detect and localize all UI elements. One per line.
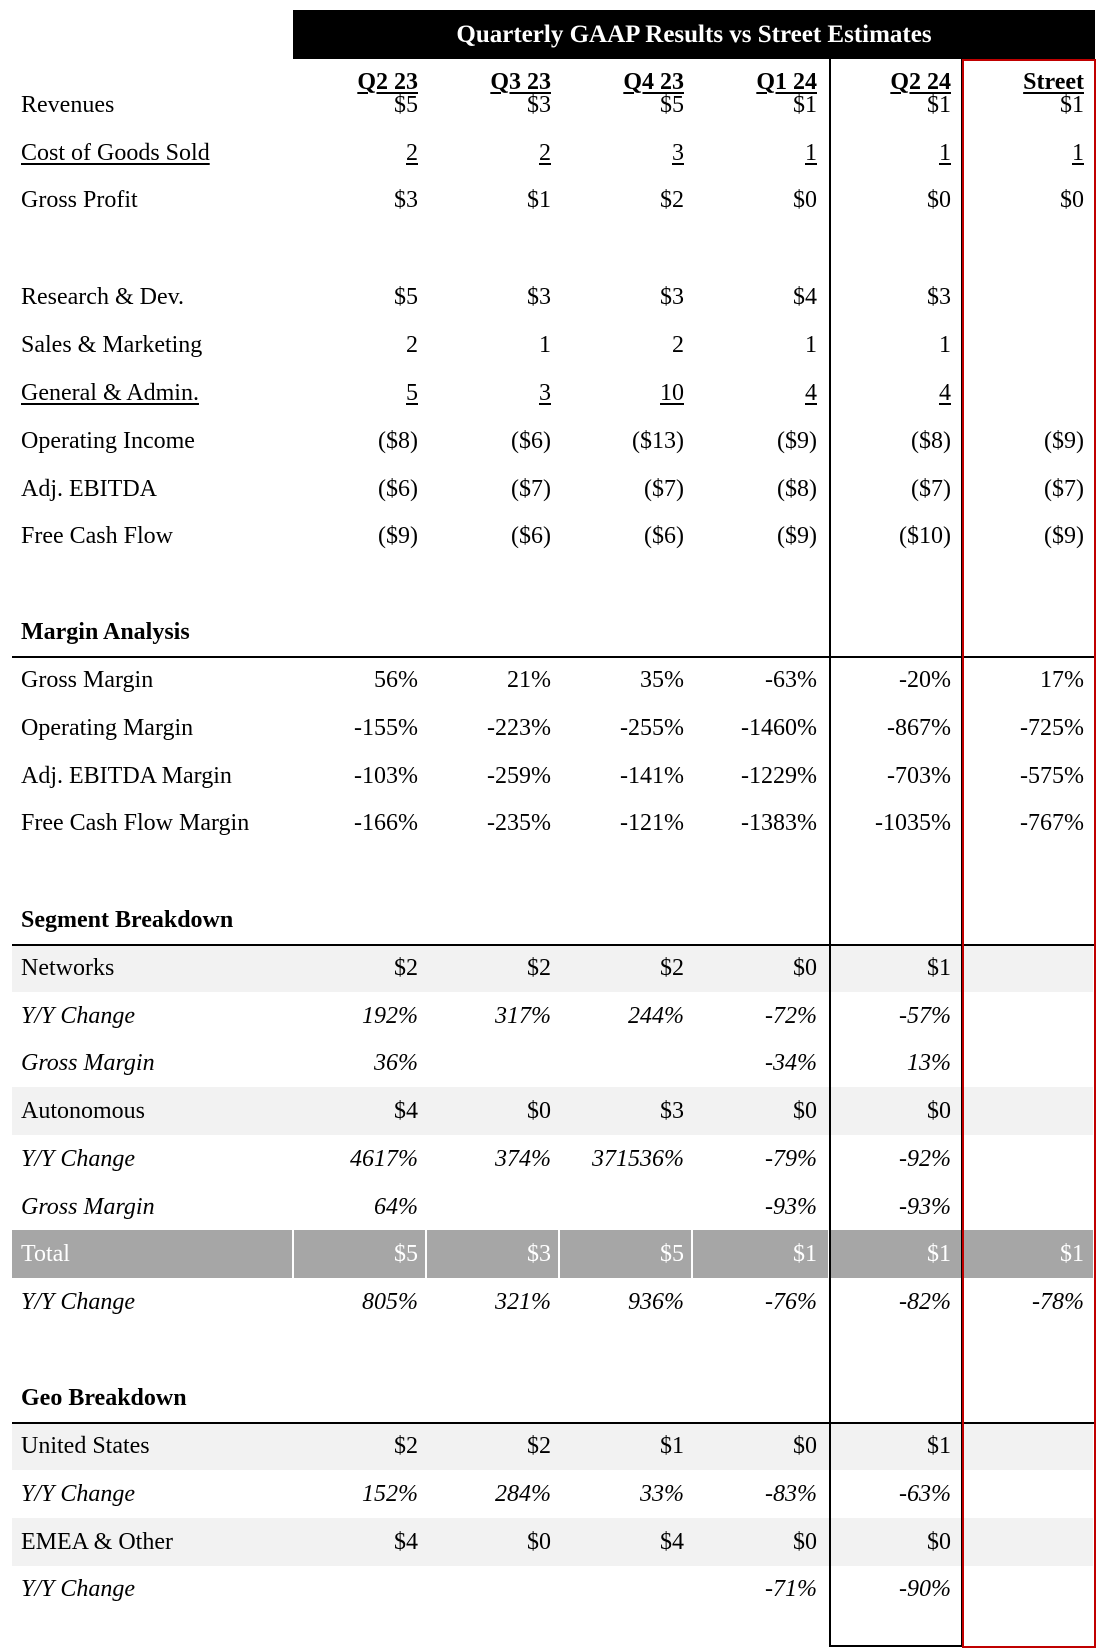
table-cell: 4617%: [350, 1146, 418, 1172]
table-cell: 317%: [495, 1003, 551, 1029]
table-cell: 17%: [1040, 667, 1084, 693]
table-cell: -57%: [899, 1003, 951, 1029]
column-header-street: Street: [1023, 69, 1084, 95]
table-cell: 3: [539, 380, 551, 406]
table-cell: -72%: [765, 1003, 817, 1029]
row-label: Free Cash Flow: [21, 523, 173, 549]
row-label: United States: [21, 1433, 150, 1459]
table-cell: $0: [527, 1098, 551, 1124]
table-cell: ($9): [777, 523, 817, 549]
table-cell: -103%: [354, 763, 418, 789]
table-cell: $2: [527, 1433, 551, 1459]
table-cell: 56%: [374, 667, 418, 693]
total-row-separator: [828, 1230, 830, 1278]
column-header: Q1 24: [756, 69, 817, 95]
table-cell: -166%: [354, 810, 418, 836]
row-label: Revenues: [21, 92, 115, 118]
row-label: Autonomous: [21, 1098, 146, 1124]
table-cell: $2: [660, 955, 684, 981]
table-cell: -867%: [887, 715, 951, 741]
table-cell: $4: [660, 1529, 684, 1555]
row-label: Y/Y Change: [21, 1289, 136, 1315]
table-cell: 1: [805, 332, 817, 358]
table-cell: -82%: [899, 1289, 951, 1315]
table-cell: 1: [939, 332, 951, 358]
table-cell: 1: [1072, 140, 1084, 166]
table-cell: -1460%: [741, 715, 817, 741]
table-cell: $3: [660, 1098, 684, 1124]
total-value: $5: [394, 1241, 418, 1267]
table-cell: 2: [672, 332, 684, 358]
table-cell: 244%: [628, 1003, 684, 1029]
table-cell: -20%: [899, 667, 951, 693]
total-value: $3: [527, 1241, 551, 1267]
row-label: Research & Dev.: [21, 284, 185, 310]
table-cell: -63%: [899, 1481, 951, 1507]
table-cell: $0: [793, 1529, 817, 1555]
total-row-separator: [691, 1230, 693, 1278]
table-cell: 192%: [362, 1003, 418, 1029]
table-cell: $4: [394, 1098, 418, 1124]
street-column-outline: [962, 59, 1096, 1648]
table-cell: -121%: [620, 810, 684, 836]
section-header: Margin Analysis: [21, 619, 190, 645]
table-cell: -83%: [765, 1481, 817, 1507]
table-cell: ($6): [511, 428, 551, 454]
table-cell: $2: [527, 955, 551, 981]
table-cell: -259%: [487, 763, 551, 789]
table-cell: -767%: [1020, 810, 1084, 836]
table-cell: 152%: [362, 1481, 418, 1507]
table-cell: ($8): [777, 476, 817, 502]
table-cell: $0: [793, 955, 817, 981]
total-value: $1: [927, 1241, 951, 1267]
column-header: Q3 23: [490, 69, 551, 95]
row-label: Cost of Goods Sold: [21, 140, 210, 166]
row-label: Adj. EBITDA: [21, 476, 157, 502]
row-label: Adj. EBITDA Margin: [21, 763, 232, 789]
table-cell: ($7): [1044, 476, 1084, 502]
column-header: Q2 24: [890, 69, 951, 95]
table-cell: -1035%: [875, 810, 951, 836]
table-cell: 805%: [362, 1289, 418, 1315]
table-cell: -1229%: [741, 763, 817, 789]
table-cell: 21%: [507, 667, 551, 693]
row-label: Gross Margin: [21, 1050, 155, 1076]
table-cell: $0: [927, 1529, 951, 1555]
table-cell: $0: [793, 187, 817, 213]
table-cell: $5: [394, 284, 418, 310]
table-cell: ($7): [911, 476, 951, 502]
table-cell: $1: [927, 92, 951, 118]
table-cell: 936%: [628, 1289, 684, 1315]
table-cell: 1: [539, 332, 551, 358]
row-label: Sales & Marketing: [21, 332, 203, 358]
table-cell: 5: [406, 380, 418, 406]
table-cell: $0: [927, 1098, 951, 1124]
table-cell: $1: [927, 1433, 951, 1459]
table-cell: $4: [394, 1529, 418, 1555]
table-cell: 4: [939, 380, 951, 406]
total-value: $5: [660, 1241, 684, 1267]
row-label: EMEA & Other: [21, 1529, 173, 1555]
total-value: $1: [793, 1241, 817, 1267]
section-header: Geo Breakdown: [21, 1385, 187, 1411]
table-cell: -575%: [1020, 763, 1084, 789]
table-cell: 35%: [640, 667, 684, 693]
table-cell: $4: [793, 284, 817, 310]
table-cell: 321%: [495, 1289, 551, 1315]
table-cell: -71%: [765, 1576, 817, 1602]
row-label: Operating Margin: [21, 715, 194, 741]
table-cell: -703%: [887, 763, 951, 789]
table-cell: $5: [660, 92, 684, 118]
table-cell: $0: [1060, 187, 1084, 213]
table-cell: -235%: [487, 810, 551, 836]
table-cell: -1383%: [741, 810, 817, 836]
table-cell: -78%: [1032, 1289, 1084, 1315]
table-cell: $1: [793, 92, 817, 118]
table-cell: 371536%: [592, 1146, 684, 1172]
table-cell: 3: [672, 140, 684, 166]
table-cell: $1: [927, 955, 951, 981]
column-header: Q4 23: [623, 69, 684, 95]
row-label: Gross Margin: [21, 1194, 155, 1220]
table-cell: 284%: [495, 1481, 551, 1507]
table-cell: $2: [394, 1433, 418, 1459]
total-label: Total: [21, 1241, 70, 1267]
table-cell: 1: [939, 140, 951, 166]
table-cell: 2: [406, 140, 418, 166]
table-cell: $3: [927, 284, 951, 310]
table-cell: $0: [527, 1529, 551, 1555]
table-cell: ($6): [644, 523, 684, 549]
row-label: Gross Profit: [21, 187, 138, 213]
table-cell: -76%: [765, 1289, 817, 1315]
table-cell: ($6): [378, 476, 418, 502]
table-cell: -223%: [487, 715, 551, 741]
row-label: Y/Y Change: [21, 1003, 136, 1029]
total-row-separator: [292, 1230, 294, 1278]
row-label: Y/Y Change: [21, 1481, 136, 1507]
table-cell: -255%: [620, 715, 684, 741]
table-cell: -93%: [765, 1194, 817, 1220]
table-cell: 2: [539, 140, 551, 166]
row-label: Operating Income: [21, 428, 195, 454]
table-cell: 374%: [495, 1146, 551, 1172]
table-cell: 36%: [374, 1050, 418, 1076]
table-cell: -93%: [899, 1194, 951, 1220]
table-cell: $2: [394, 955, 418, 981]
table-cell: 10: [660, 380, 684, 406]
table-cell: 33%: [640, 1481, 684, 1507]
row-label: Networks: [21, 955, 115, 981]
table-cell: $1: [527, 187, 551, 213]
table-cell: 2: [406, 332, 418, 358]
row-label: Free Cash Flow Margin: [21, 810, 250, 836]
table-cell: -155%: [354, 715, 418, 741]
table-cell: -79%: [765, 1146, 817, 1172]
table-cell: ($9): [777, 428, 817, 454]
row-label: Y/Y Change: [21, 1576, 136, 1602]
column-header: Q2 23: [357, 69, 418, 95]
table-cell: $0: [793, 1433, 817, 1459]
total-value: $1: [1060, 1241, 1084, 1267]
table-cell: $3: [527, 92, 551, 118]
table-cell: $0: [793, 1098, 817, 1124]
table-cell: $3: [394, 187, 418, 213]
table-cell: ($10): [899, 523, 951, 549]
table-cell: $3: [660, 284, 684, 310]
row-label: Gross Margin: [21, 667, 154, 693]
table-cell: -34%: [765, 1050, 817, 1076]
table-cell: ($6): [511, 523, 551, 549]
table-cell: $3: [527, 284, 551, 310]
table-cell: $5: [394, 92, 418, 118]
table-cell: $1: [660, 1433, 684, 1459]
table-cell: -90%: [899, 1576, 951, 1602]
table-cell: 64%: [374, 1194, 418, 1220]
table-cell: -92%: [899, 1146, 951, 1172]
total-row-separator: [961, 1230, 963, 1278]
table-cell: ($9): [1044, 428, 1084, 454]
table-cell: 4: [805, 380, 817, 406]
table-cell: 13%: [907, 1050, 951, 1076]
table-cell: ($13): [632, 428, 684, 454]
table-cell: -725%: [1020, 715, 1084, 741]
table-title: Quarterly GAAP Results vs Street Estimates: [293, 10, 1095, 59]
table-cell: ($8): [378, 428, 418, 454]
table-cell: -141%: [620, 763, 684, 789]
section-header: Segment Breakdown: [21, 907, 234, 933]
table-cell: ($8): [911, 428, 951, 454]
table-cell: -63%: [765, 667, 817, 693]
table-cell: $0: [927, 187, 951, 213]
table-cell: ($7): [511, 476, 551, 502]
total-row-separator: [425, 1230, 427, 1278]
table-cell: $1: [1060, 92, 1084, 118]
table-cell: ($9): [378, 523, 418, 549]
row-label: Y/Y Change: [21, 1146, 136, 1172]
table-cell: ($9): [1044, 523, 1084, 549]
row-label: General & Admin.: [21, 380, 199, 406]
table-cell: $2: [660, 187, 684, 213]
table-cell: ($7): [644, 476, 684, 502]
table-cell: 1: [805, 140, 817, 166]
total-row-separator: [558, 1230, 560, 1278]
